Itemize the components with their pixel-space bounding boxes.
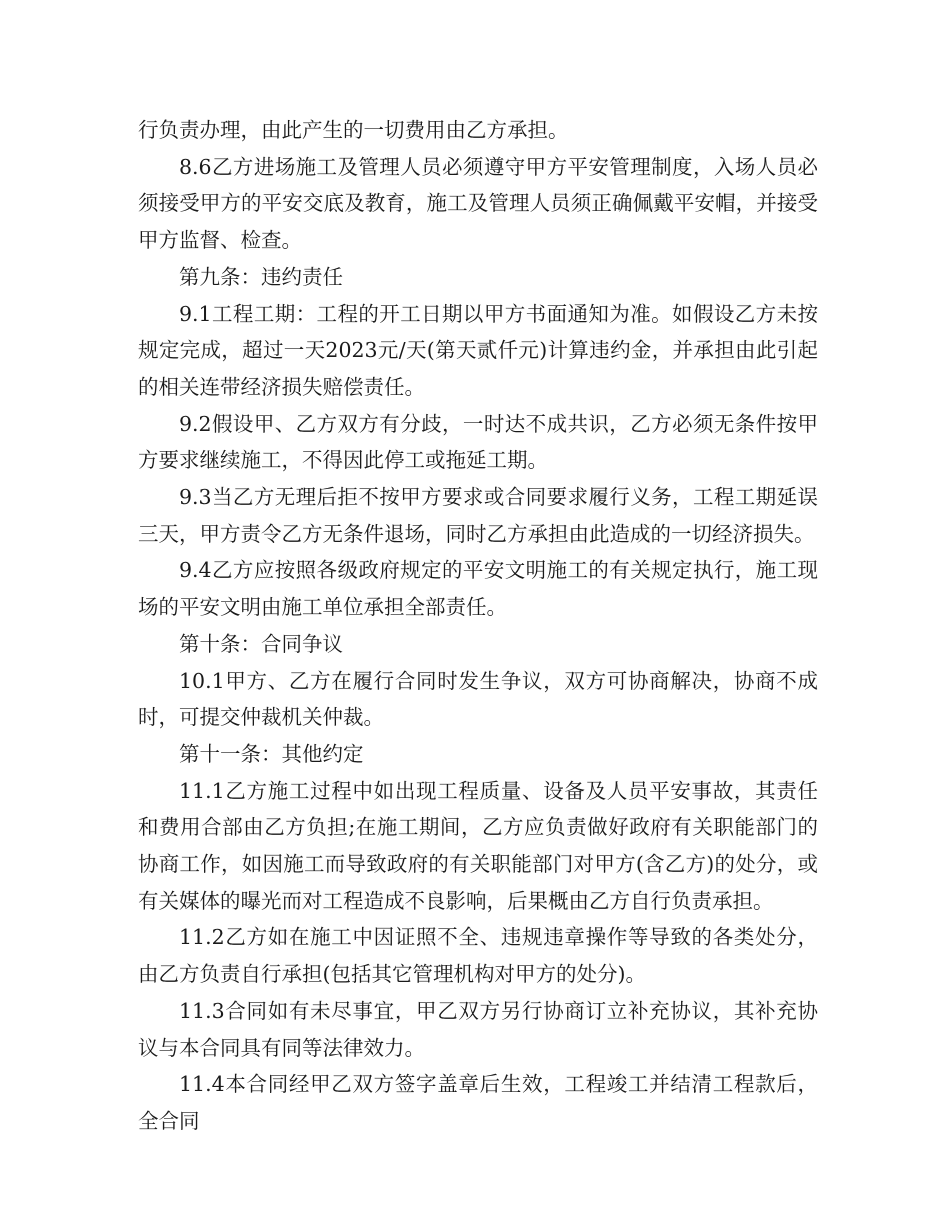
section-heading-article-10: 第十条：合同争议 bbox=[179, 631, 343, 656]
paragraph-clause-11-3: 11.3合同如有未尽事宜，甲乙双方另行协商订立补充协议，其补充协议与本合同具有同等法律效力。 bbox=[138, 998, 818, 1060]
paragraph-clause-11-2: 11.2乙方如在施工中因证照不全、违规违章操作等导致的各类处分，由乙方负责自行承担(包括其它管理机构对甲方的处分)。 bbox=[138, 925, 818, 987]
paragraph-clause-9-4: 9.4乙方应按照各级政府规定的平安文明施工的有关规定执行，施工现场的平安文明由施工单位承担全部责任。 bbox=[138, 558, 818, 620]
section-heading-article-9: 第九条：违约责任 bbox=[179, 264, 343, 289]
paragraph-clause-9-1: 9.1工程工期：工程的开工日期以甲方书面通知为准。如假设乙方未按规定完成，超过一天2023元/天(第天贰仟元)计算违约金，并承担由此引起的相关连带经济损失赔偿责任。 bbox=[138, 301, 818, 399]
paragraph-clause-9-3: 9.3当乙方无理后拒不按甲方要求或合同要求履行义务，工程工期延误三天，甲方责令乙方无条件退场，同时乙方承担由此造成的一切经济损失。 bbox=[138, 485, 818, 546]
paragraph-continuation: 行负责办理，由此产生的一切费用由乙方承担。 bbox=[138, 118, 569, 142]
document-body bbox=[138, 112, 818, 1140]
paragraph-clause-11-1: 11.1乙方施工过程中如出现工程质量、设备及人员平安事故，其责任和费用合部由乙方负担;在施工期间，乙方应负责做好政府有关职能部门的协商工作，如因施工而导致政府的有关职能部门对甲方(含乙方)的处分，或有关媒体的曝光而对工程造成不良影响，后果概由乙方自行负责承担。 bbox=[138, 778, 818, 913]
paragraph-clause-8-6: 8.6乙方进场施工及管理人员必须遵守甲方平安管理制度，入场人员必须接受甲方的平安交底及教育，施工及管理人员须正确佩戴平安帽，并接受甲方监督、检查。 bbox=[138, 154, 818, 253]
paragraph-clause-9-2: 9.2假设甲、乙方双方有分歧，一时达不成共识，乙方必须无条件按甲方要求继续施工，不得因此停工或拖延工期。 bbox=[138, 411, 818, 473]
paragraph-clause-11-4: 11.4本合同经甲乙双方签字盖章后生效，工程竣工并结清工程款后，全合同 bbox=[138, 1072, 818, 1133]
paragraph-clause-10-1: 10.1甲方、乙方在履行合同时发生争议，双方可协商解决，协商不成时，可提交仲裁机关仲裁。 bbox=[138, 668, 818, 730]
section-heading-article-11: 第十一条：其他约定 bbox=[179, 741, 364, 766]
